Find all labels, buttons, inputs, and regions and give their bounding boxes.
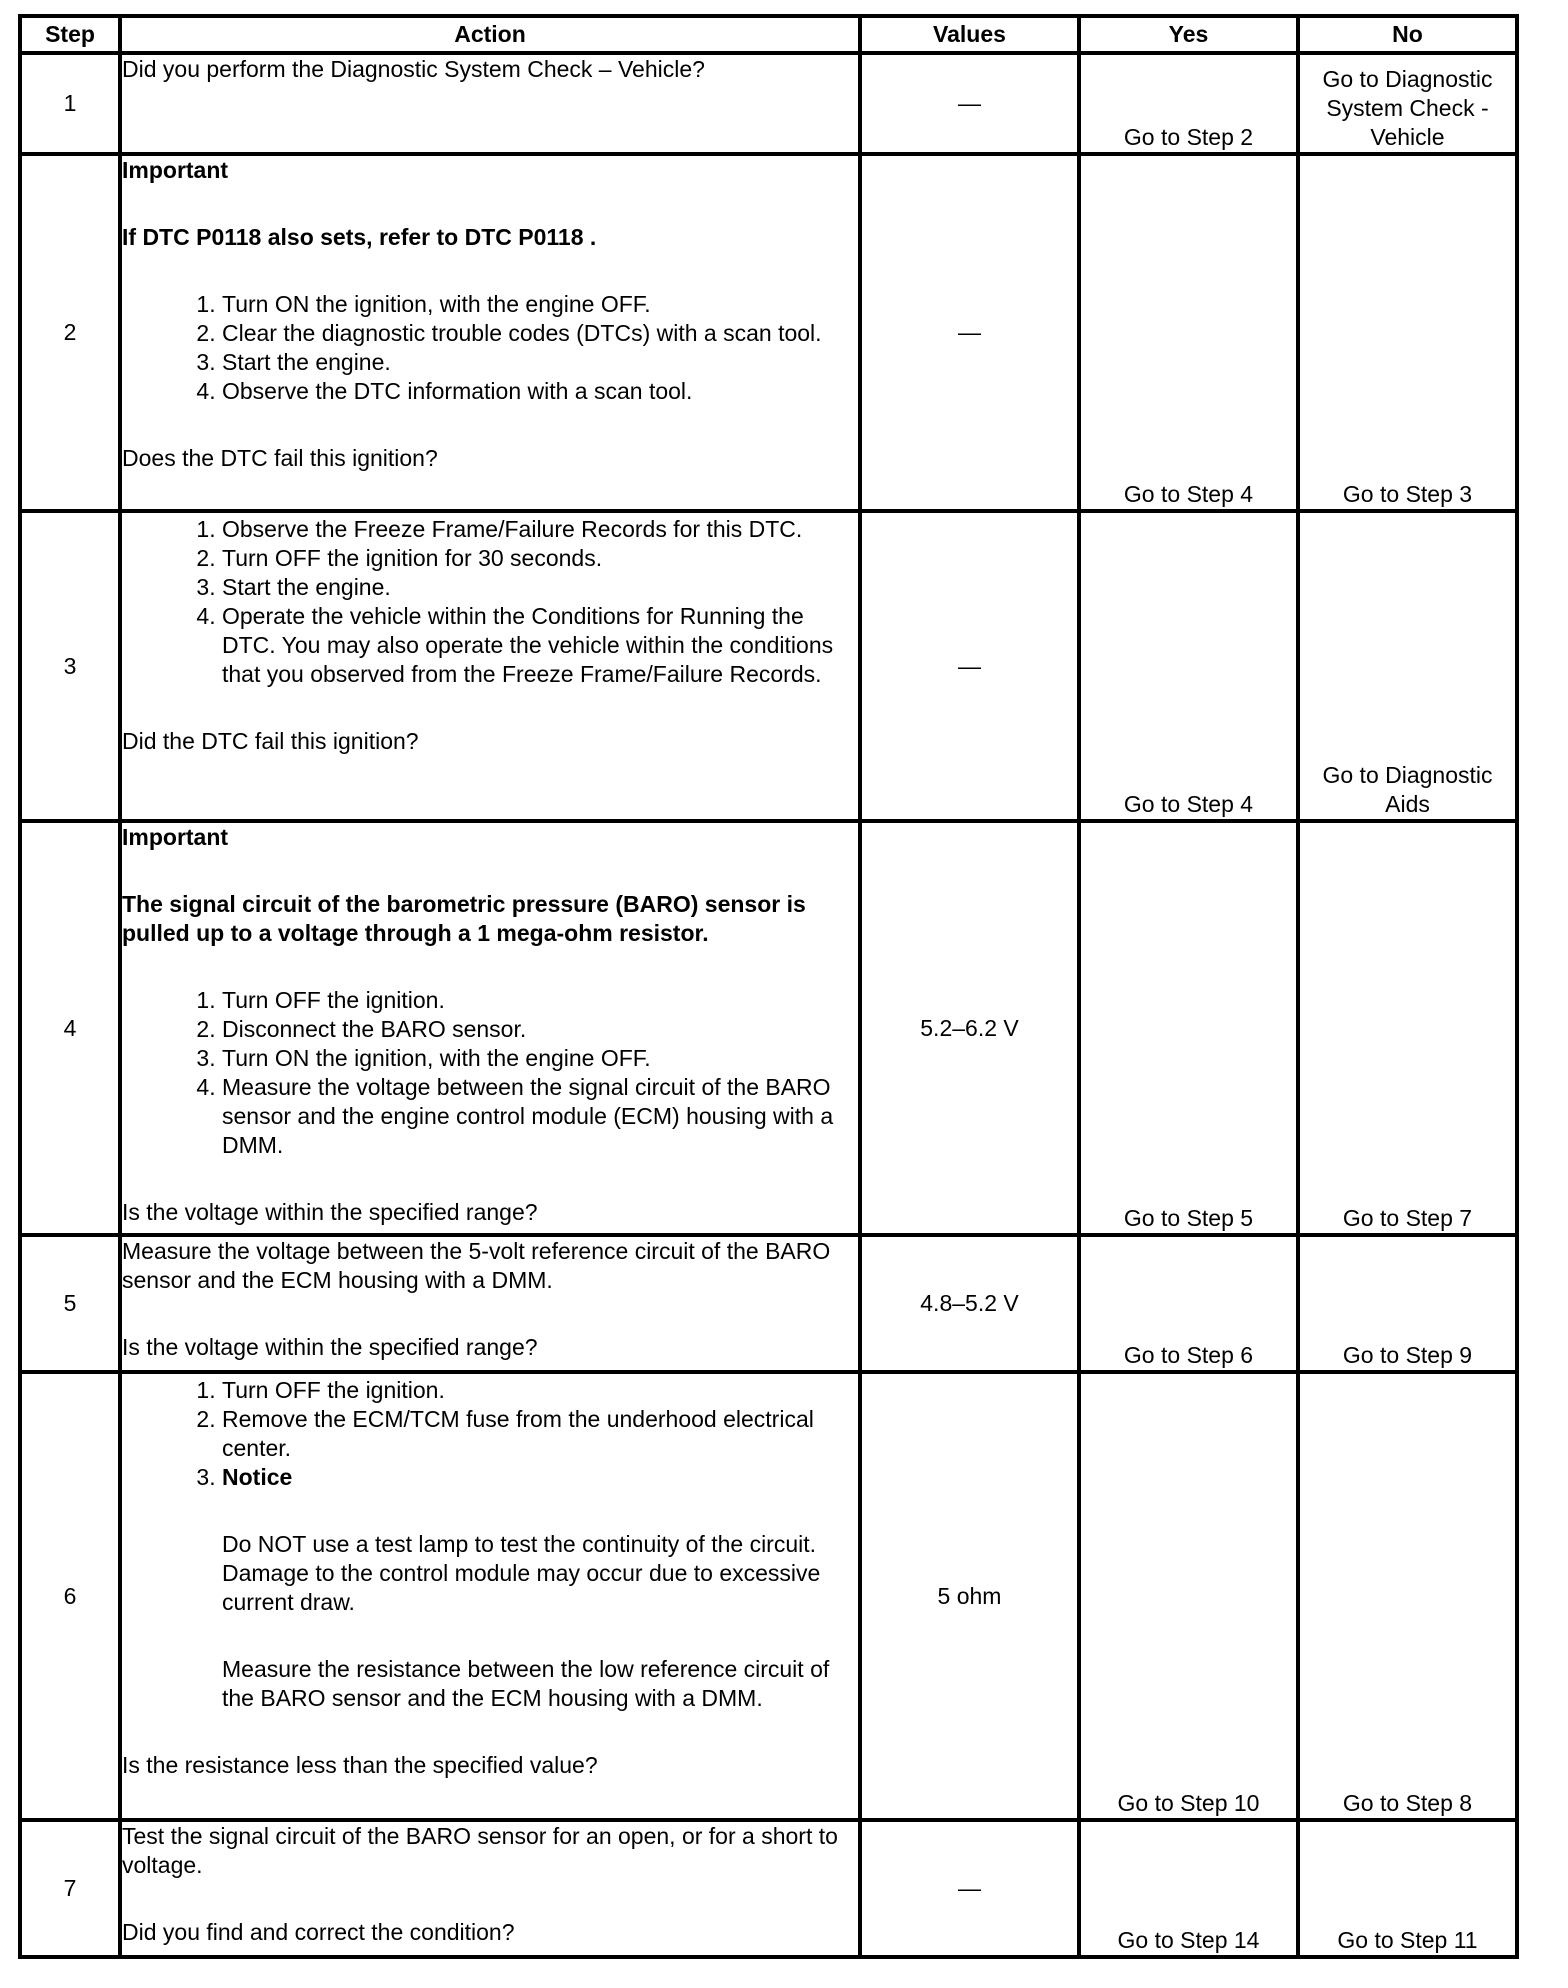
table-row [20, 1372, 1517, 1820]
step-number: 7 [20, 1820, 120, 1957]
question-text: Did the DTC fail this ignition? [122, 728, 419, 754]
list-item: 2. Turn OFF the ignition for 30 seconds. [222, 544, 858, 573]
important-label: Important [122, 157, 229, 183]
list-item: 2. Remove the ECM/TCM fuse from the underhood electrical center. [222, 1405, 858, 1463]
notice-text: Do NOT use a test lamp to test the continuity of the circuit. Damage to the control module may occur due to excessive current draw. [222, 1531, 821, 1615]
step-number: 3 [20, 511, 120, 821]
header-values: Values [860, 16, 1079, 53]
list-item: 1. Turn OFF the ignition. [222, 986, 858, 1015]
value-cell: 5.2–6.2 V [860, 821, 1079, 1235]
header-no: No [1298, 16, 1517, 53]
header-yes: Yes [1079, 16, 1298, 53]
no-cell: Go to Step 9 [1298, 1235, 1517, 1372]
important-text: If DTC P0118 also sets, refer to DTC P0118 . [122, 224, 597, 250]
question-text: Is the voltage within the specified range? [122, 1199, 538, 1225]
action-text: Test the signal circuit of the BARO sensor for an open, or for a short to voltage. [122, 1823, 838, 1878]
notice-measure-text: Measure the resistance between the low reference circuit of the BARO sensor and the ECM housing with a DMM. [222, 1656, 830, 1711]
no-cell: Go to Step 8 [1298, 1372, 1517, 1820]
header-action: Action [120, 16, 860, 53]
step-number: 4 [20, 821, 120, 1235]
yes-cell: Go to Step 14 [1079, 1820, 1298, 1957]
action-text: Did you perform the Diagnostic System Check – Vehicle? [122, 56, 705, 82]
value-cell: 5 ohm [860, 1372, 1079, 1820]
action-cell [120, 53, 860, 154]
value-cell: — [860, 1820, 1079, 1957]
question-text: Is the voltage within the specified range? [122, 1334, 538, 1360]
yes-cell: Go to Step 10 [1079, 1372, 1298, 1820]
no-cell: Go to Step 7 [1298, 821, 1517, 1235]
list-item: 2. Disconnect the BARO sensor. [222, 1015, 858, 1044]
action-cell [120, 154, 860, 511]
no-cell: Go to Step 11 [1298, 1820, 1517, 1957]
list-item: 1. Observe the Freeze Frame/Failure Records for this DTC. [222, 515, 858, 544]
action-cell [120, 821, 860, 1235]
header-row [20, 16, 1517, 53]
question-text: Does the DTC fail this ignition? [122, 445, 438, 471]
important-label: Important [122, 824, 229, 850]
yes-cell: Go to Step 4 [1079, 154, 1298, 511]
step-list [122, 515, 858, 689]
step-number: 5 [20, 1235, 120, 1372]
table-row [20, 1820, 1517, 1957]
action-cell [120, 1820, 860, 1957]
table-row [20, 53, 1517, 154]
yes-cell: Go to Step 5 [1079, 821, 1298, 1235]
table-row [20, 154, 1517, 511]
value-cell: — [860, 154, 1079, 511]
value-cell: — [860, 511, 1079, 821]
header-step: Step [20, 16, 120, 53]
step-list [122, 290, 858, 406]
value-cell: — [860, 53, 1079, 154]
table-row [20, 511, 1517, 821]
list-item: 4. Operate the vehicle within the Conditions for Running the DTC. You may also operate the vehicle within the conditions that you observed from the Freeze Frame/Failure Records. [222, 602, 858, 689]
action-cell [120, 1372, 860, 1820]
action-text: Measure the voltage between the 5-volt reference circuit of the BARO sensor and the ECM housing with a DMM. [122, 1238, 831, 1293]
yes-cell: Go to Step 2 [1079, 53, 1298, 154]
table-row [20, 821, 1517, 1235]
list-item: 1. Turn ON the ignition, with the engine OFF. [222, 290, 858, 319]
no-cell: Go to Diagnostic Aids [1298, 511, 1517, 821]
step-number: 6 [20, 1372, 120, 1820]
value-cell: 4.8–5.2 V [860, 1235, 1079, 1372]
list-item: 2. Clear the diagnostic trouble codes (DTCs) with a scan tool. [222, 319, 858, 348]
important-text: The signal circuit of the barometric pressure (BARO) sensor is pulled up to a voltage through a 1 mega-ohm resistor. [122, 891, 806, 946]
question-text: Is the resistance less than the specified value? [122, 1752, 598, 1778]
list-item: 4. Observe the DTC information with a scan tool. [222, 377, 858, 406]
table-row [20, 1235, 1517, 1372]
step-list [122, 986, 858, 1160]
step-number: 1 [20, 53, 120, 154]
question-text: Did you find and correct the condition? [122, 1919, 515, 1945]
no-cell: Go to Step 3 [1298, 154, 1517, 511]
yes-cell: Go to Step 6 [1079, 1235, 1298, 1372]
list-item: 3. Start the engine. [222, 573, 858, 602]
list-item: 3. Turn ON the ignition, with the engine OFF. [222, 1044, 858, 1073]
action-cell [120, 1235, 860, 1372]
action-cell [120, 511, 860, 821]
list-item [222, 1463, 858, 1713]
step-list [122, 1376, 858, 1713]
list-item: 4. Measure the voltage between the signal circuit of the BARO sensor and the engine control module (ECM) housing with a DMM. [222, 1073, 858, 1160]
no-cell: Go to Diagnostic System Check - Vehicle [1298, 53, 1517, 154]
notice-label: 3. Notice [222, 1464, 293, 1490]
yes-cell: Go to Step 4 [1079, 511, 1298, 821]
diagnostic-table [18, 14, 1519, 1959]
step-number: 2 [20, 154, 120, 511]
list-item: 1. Turn OFF the ignition. [222, 1376, 858, 1405]
list-item: 3. Start the engine. [222, 348, 858, 377]
